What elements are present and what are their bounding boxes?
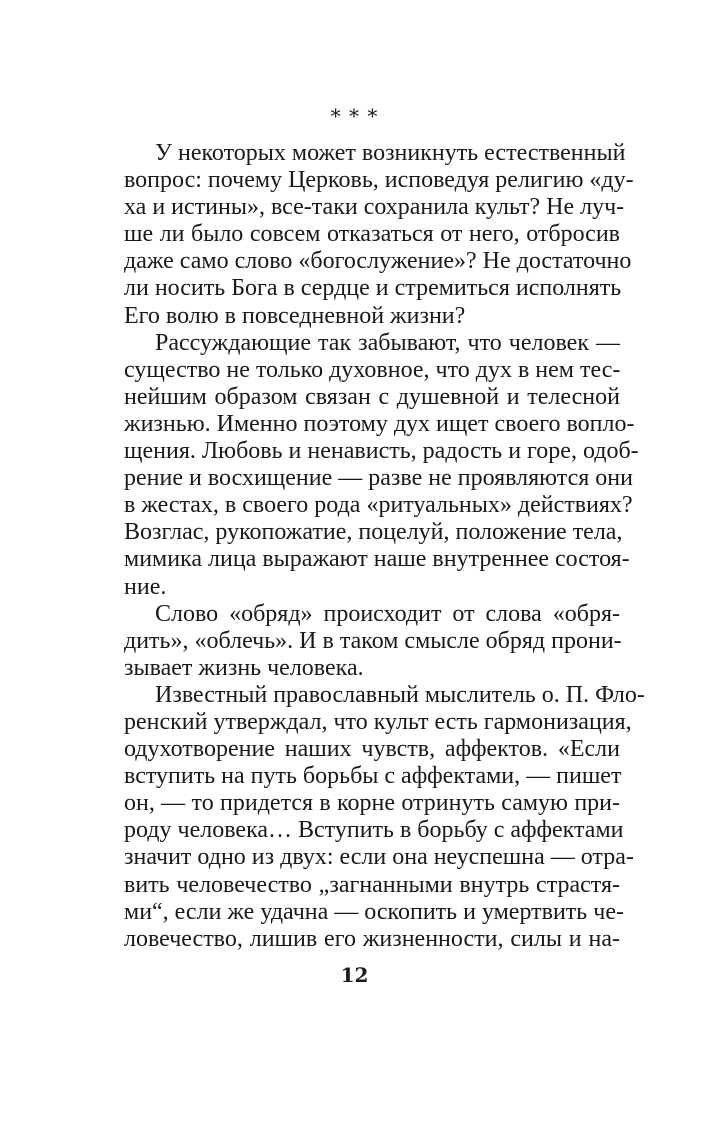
text-line: зывает жизнь человека. [124,654,364,681]
text-line: ловечество, лишив его жизненности, силы и на- [124,925,620,952]
text-line: в жестах, в своего рода «ритуальных» действиях? [124,492,633,519]
text-line: он, — то придется в корне отринуть самую при- [124,790,620,817]
text-line: дить», «облечь». И в таком смысле обряд прони- [124,627,622,654]
text-line: вопрос: почему Церковь, исповедуя религию «ду- [124,167,634,194]
text-line: значит одно из двух: если она неуспешна — отра- [124,844,634,871]
text-line: Его волю в повседневной жизни? [124,302,466,329]
text-line: ние. [124,573,167,600]
text-line: Слово «обряд» происходит от слова «обря- [155,600,620,627]
text-line: нейшим образом связан с душевной и телесной [124,383,620,410]
text-line: ми“, если же удачна — оскопить и умертвить че- [124,898,624,925]
page-number: 12 [340,963,369,987]
text-line: вступить на путь борьбы с аффектами, — пишет [124,763,622,790]
text-line: даже само слово «богослужение»? Не достаточно [124,248,632,275]
text-line: рение и восхищение — разве не проявляются они [124,465,633,492]
text-line: щения. Любовь и ненависть, радость и горе, одоб- [124,438,639,465]
text-line: У некоторых может возникнуть естественный [155,140,626,166]
text-line: мимика лица выражают наше внутреннее состоя- [124,546,630,573]
text-line: ли носить Бога в сердце и стремиться исполнять [124,275,622,302]
text-line: роду человека… Вступить в борьбу с аффектами [124,817,624,844]
text-line: вить человечество „загнанными внутрь страстя- [124,871,620,898]
section-separator: * * * [330,104,379,128]
text-line: Рассуждающие так забывают, что человек — [155,329,620,356]
text-line: одухотворение наших чувств, аффектов. «Если [124,736,620,763]
text-line: жизнью. Именно поэтому дух ищет своего вопло- [124,410,635,437]
text-line: ше ли было совсем отказаться от него, отбросив [124,221,620,248]
body-text [124,140,645,953]
text-line: существо не только духовное, что дух в нем тес- [124,356,621,383]
text-line: Известный православный мыслитель о. П. Фло- [155,681,645,708]
text-line: ренский утверждал, что культ есть гармонизация, [124,708,632,735]
text-line: ха и истины», все-таки сохранила культ? Не луч- [124,194,625,221]
text-line: Возглас, рукопожатие, поцелуй, положение тела, [124,519,623,546]
